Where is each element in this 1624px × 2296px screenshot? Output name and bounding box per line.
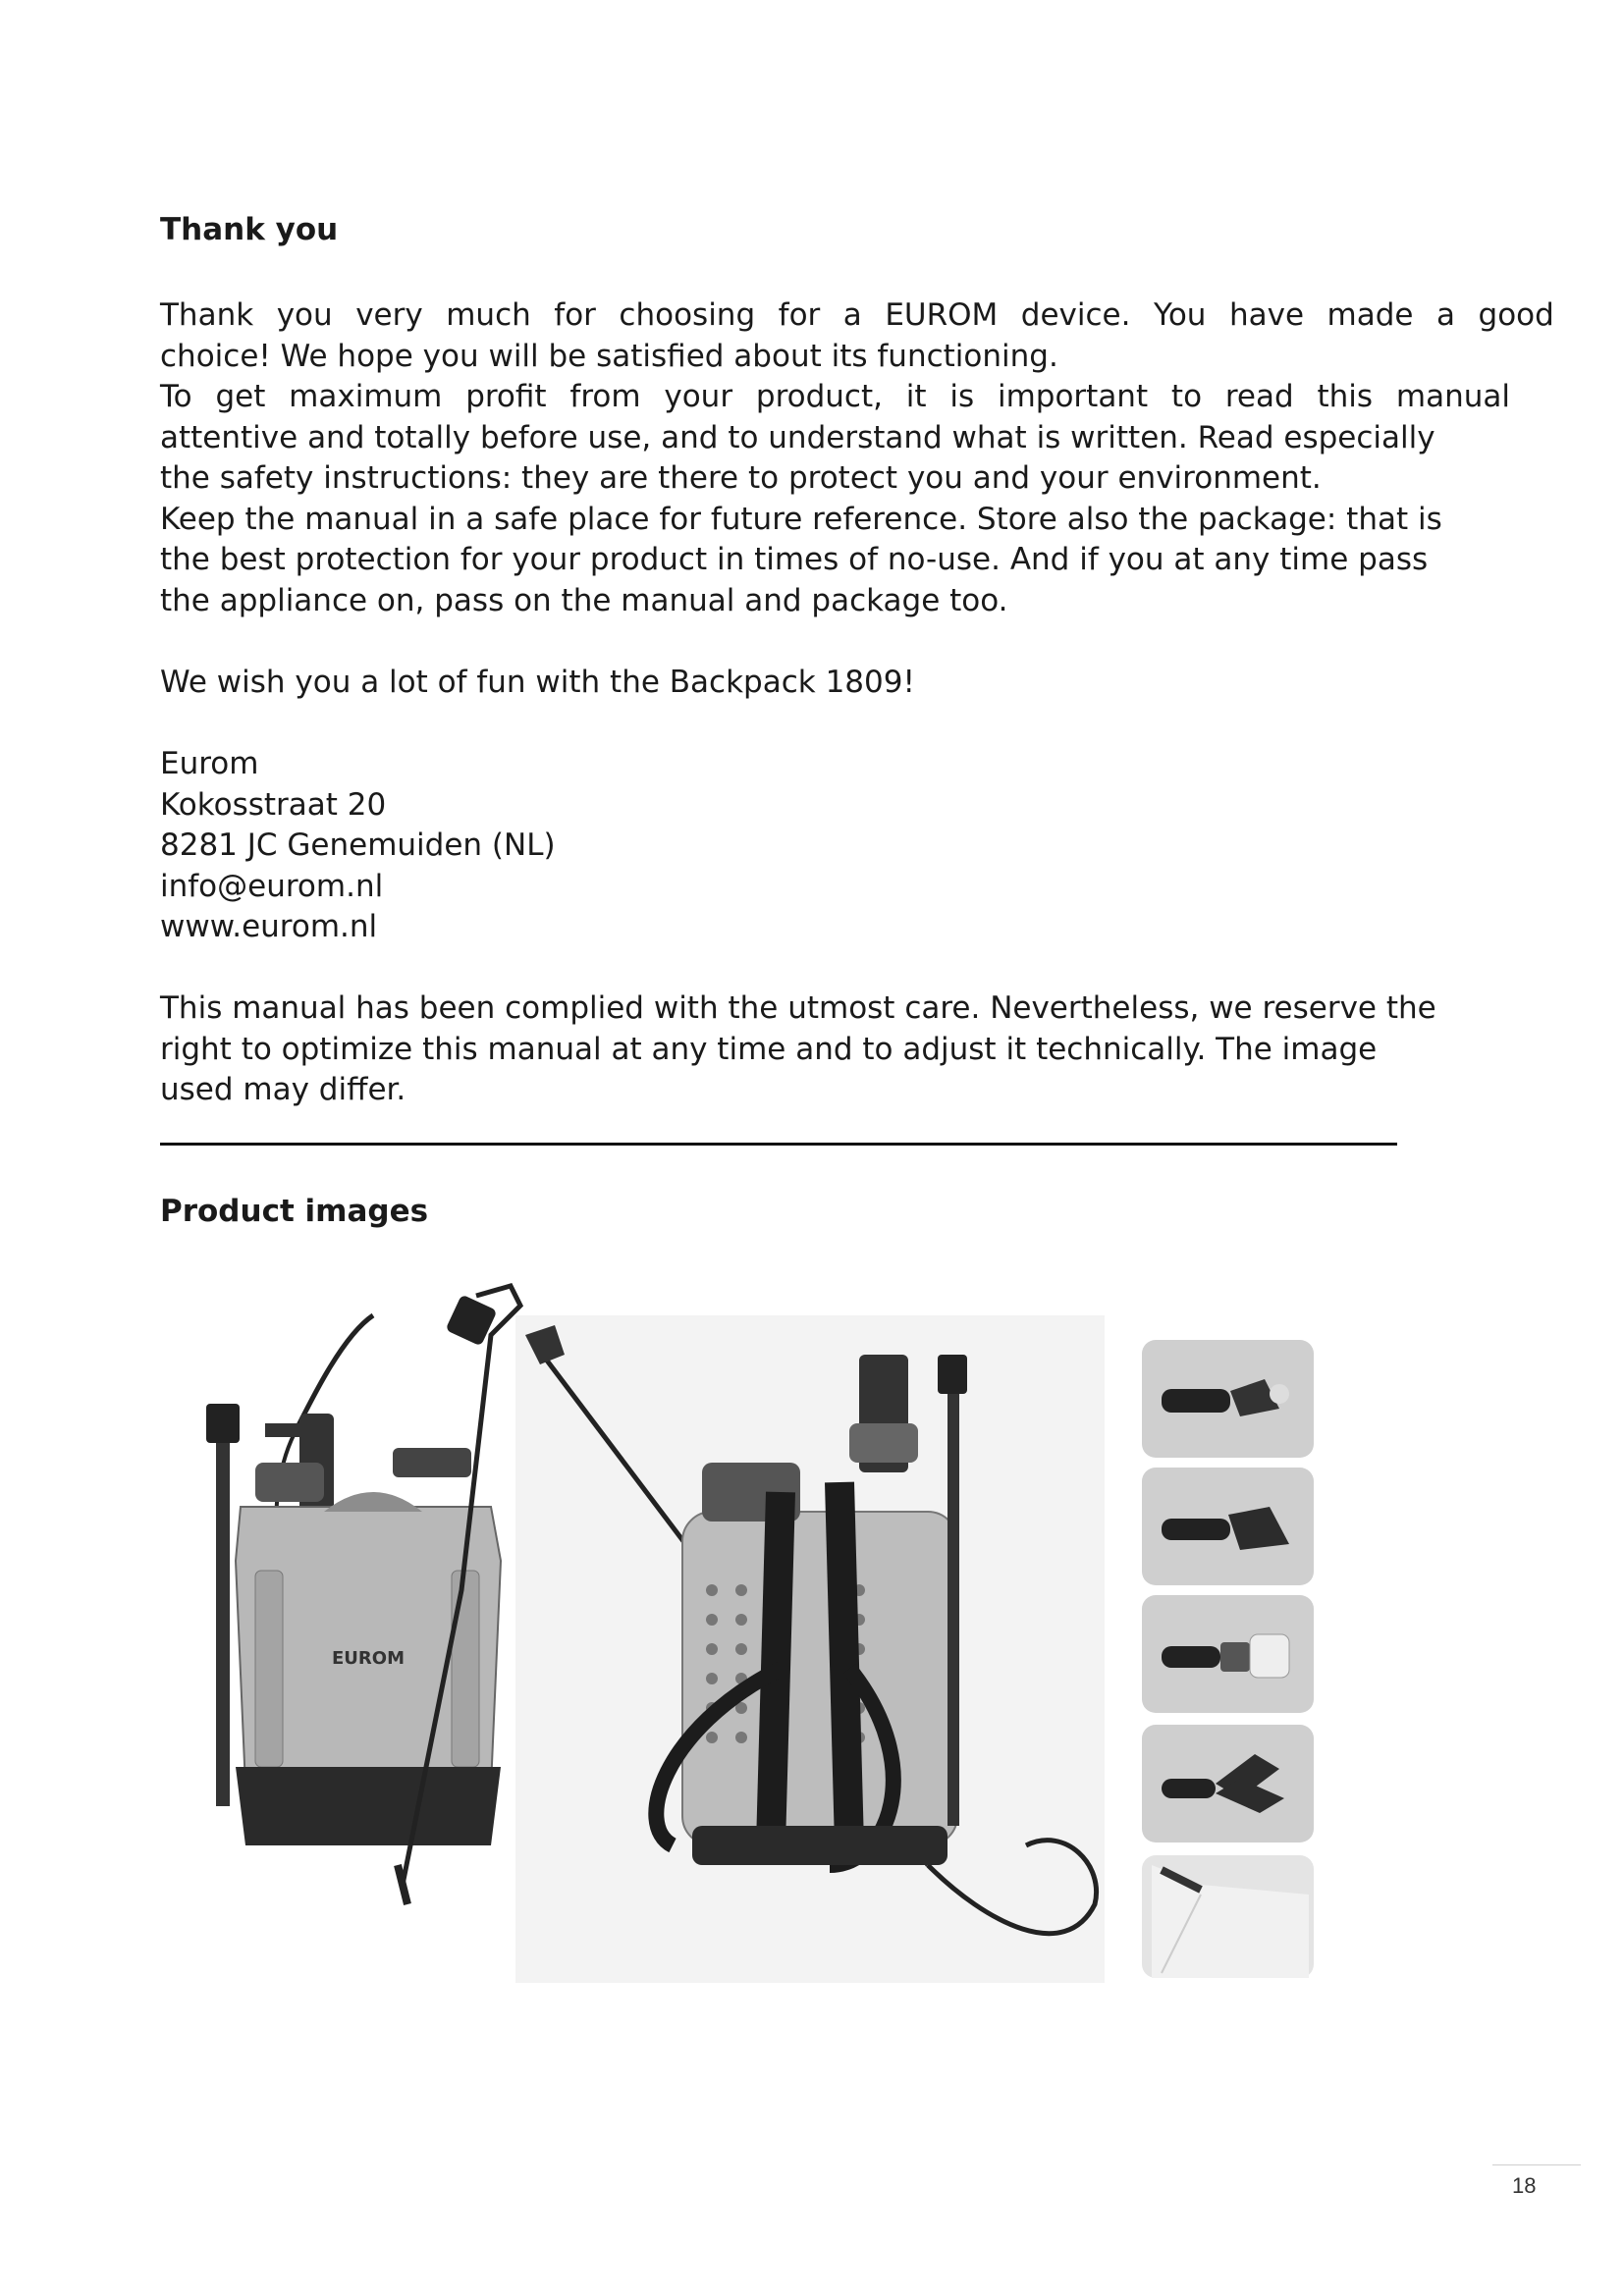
nozzle-thumbnail-1 <box>1142 1340 1314 1458</box>
intro-line-3: To get maximum profit from your product, it is important to read this manual <box>160 379 1510 414</box>
nozzle-thumbnail-2 <box>1142 1468 1314 1585</box>
intro-line-4: attentive and totally before use, and to understand what is written. Read especially <box>160 419 1435 455</box>
disclaimer-line-2: right to optimize this manual at any time and to adjust it technically. The image <box>160 1031 1378 1067</box>
address-website: www.eurom.nl <box>160 909 378 944</box>
disclaimer-line-1: This manual has been complied with the utmost care. Nevertheless, we reserve the <box>160 990 1436 1026</box>
intro-line-1-word: a <box>1436 297 1455 333</box>
wish-line: We wish you a lot of fun with the Backpack 1809! <box>160 665 915 700</box>
tank-logo: EUROM <box>332 1648 405 1669</box>
intro-line-1-word: for <box>778 297 821 333</box>
sprayer-front-image <box>196 1276 530 1944</box>
intro-line-1-word: very <box>355 297 423 333</box>
intro-paragraph <box>160 295 1554 621</box>
product-images-heading: Product images <box>160 1194 429 1229</box>
intro-line-6: Keep the manual in a safe place for future reference. Store also the package: that is <box>160 501 1442 537</box>
nozzle-thumbnail-5 <box>1142 1855 1314 1978</box>
company-address <box>160 744 1554 948</box>
intro-line-7: the best protection for your product in times of no-use. And if you at any time pass <box>160 542 1429 577</box>
sprayer-back-image <box>515 1315 1105 1983</box>
page-number: 18 <box>1512 2173 1537 2198</box>
intro-line-5: the safety instructions: they are there to protect you and your environment. <box>160 460 1322 496</box>
thank-you-heading: Thank you <box>160 212 339 247</box>
address-company: Eurom <box>160 746 259 781</box>
intro-line-8: the appliance on, pass on the manual and package too. <box>160 582 1008 618</box>
address-street: Kokosstraat 20 <box>160 786 387 823</box>
intro-line-2: choice! We hope you will be satisfied about its functioning. <box>160 338 1058 374</box>
intro-line-1-word: you <box>276 297 333 333</box>
intro-line-1-word: for <box>554 297 596 333</box>
intro-line-1-word: You <box>1154 297 1207 333</box>
intro-line-1-word: good <box>1478 297 1554 333</box>
address-email: info@eurom.nl <box>160 868 384 904</box>
intro-line-1-word: device. <box>1020 297 1131 333</box>
intro-line-1-word: Thank <box>160 297 254 333</box>
intro-line-1-word: EUROM <box>885 297 999 333</box>
intro-line-1-word: choosing <box>619 297 756 333</box>
intro-line-1-word: made <box>1326 297 1414 333</box>
section-divider <box>160 1143 1397 1146</box>
page-number-rule <box>1492 2164 1581 2165</box>
intro-line-1-word: have <box>1228 297 1305 333</box>
intro-line-1-word: a <box>842 297 862 333</box>
nozzle-thumbnail-3 <box>1142 1595 1314 1713</box>
intro-line-1-word: much <box>446 297 531 333</box>
disclaimer-paragraph <box>160 988 1554 1111</box>
nozzle-thumbnail-4 <box>1142 1725 1314 1842</box>
disclaimer-line-3: used may differ. <box>160 1072 406 1107</box>
address-city: 8281 JC Genemuiden (NL) <box>160 828 556 863</box>
intro-line-1 <box>160 295 1554 337</box>
